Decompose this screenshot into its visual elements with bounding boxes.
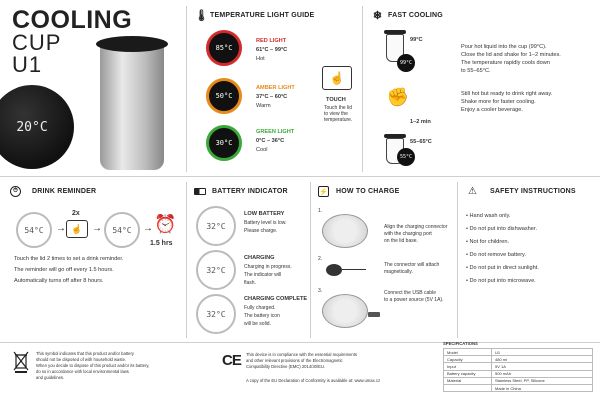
safety-title: SAFETY INSTRUCTIONS bbox=[490, 188, 576, 195]
fast-cooling-text-6: Shake more for faster cooling. bbox=[461, 99, 536, 105]
reminder-display-1: 54°C bbox=[16, 212, 52, 248]
touch-title: TOUCH bbox=[326, 97, 346, 103]
fast-cooling-text-3: The temperature rapidly cools down bbox=[461, 60, 550, 66]
charge-step-3-num: 3. bbox=[318, 288, 323, 294]
alarm-clock-icon: ⏰ bbox=[154, 214, 177, 234]
charge-step-2-text-1: The connector will attach bbox=[384, 262, 440, 268]
touch-desc-1: Touch the lid bbox=[324, 105, 353, 111]
thermometer-icon: 🌡 bbox=[194, 10, 209, 22]
reminder-text-3: Automatically turns off after 8 hours. bbox=[14, 278, 104, 284]
weee-text-3: When you decide to dispose of this product and/or its battery, bbox=[36, 363, 150, 368]
safety-item: • Do not remove battery. bbox=[466, 252, 526, 258]
safety-item: • Do not put in direct sunlight. bbox=[466, 265, 539, 271]
charging-label: CHARGING bbox=[244, 255, 275, 261]
touch-desc-2: to view the bbox=[324, 111, 348, 117]
green-light-range: 0°C – 36°C bbox=[256, 138, 285, 144]
spec-table bbox=[443, 348, 593, 392]
reminder-times: 2x bbox=[72, 210, 80, 217]
arrow-right-icon: → bbox=[143, 223, 153, 234]
arrow-right-icon: → bbox=[56, 223, 66, 234]
charged-desc-1: Fully charged. bbox=[244, 305, 276, 311]
amber-light-range: 37°C – 60°C bbox=[256, 94, 288, 100]
charge-step-2-text-2: magnetically. bbox=[384, 269, 413, 275]
green-light-label: GREEN LIGHT bbox=[256, 129, 295, 135]
table-row: Capacity 480 ml bbox=[444, 356, 593, 363]
reminder-text-2: The reminder will go off every 1.5 hours. bbox=[14, 267, 114, 273]
divider bbox=[0, 342, 600, 343]
cool-display: 55°C bbox=[397, 148, 415, 166]
safety-item: • Hand wash only. bbox=[466, 213, 511, 219]
hot-display: 99°C bbox=[397, 54, 415, 72]
safety-item: • Do not put into dishwasher. bbox=[466, 226, 537, 232]
ce-text-3: Compatibility Directive (EMC) 2014/30/EU. bbox=[246, 364, 326, 369]
charge-step-3-text-2: to a power source (5V 1A). bbox=[384, 297, 444, 303]
table-row: Made in China bbox=[444, 384, 593, 391]
charging-desc-3: flash. bbox=[244, 280, 256, 286]
charging-base-image bbox=[322, 214, 368, 248]
safety-item: • Not for children. bbox=[466, 239, 509, 245]
red-light-desc: Hot bbox=[256, 56, 265, 62]
divider bbox=[457, 182, 458, 338]
green-light-desc: Cool bbox=[256, 147, 268, 153]
amber-light-desc: Warm bbox=[256, 103, 271, 109]
warning-icon: ⚠ bbox=[468, 186, 477, 197]
ce-text-1: This device is in compliance with the essential requirements bbox=[246, 352, 358, 357]
clock-icon: ⏱ bbox=[10, 186, 21, 197]
brand-subtitle: CUP bbox=[12, 30, 62, 55]
lid-display bbox=[0, 85, 74, 169]
cup-image bbox=[100, 42, 164, 170]
brand-model: U1 bbox=[12, 52, 43, 77]
charging-desc-2: The indicator will bbox=[244, 272, 282, 278]
table-row: Model U1 bbox=[444, 349, 593, 356]
charge-step-3-text-1: Connect the USB cable bbox=[384, 290, 436, 296]
usb-plug-icon bbox=[368, 312, 380, 317]
charged-desc-2: The battery icon bbox=[244, 313, 280, 319]
lid-display-readout: 20°C bbox=[16, 119, 48, 135]
divider bbox=[0, 176, 600, 177]
table-row: Battery capacity 500 mAh bbox=[444, 370, 593, 377]
table-row: Input 5V 1A bbox=[444, 363, 593, 370]
reminder-text-1: Touch the lid 2 times to set a drink reminder. bbox=[14, 256, 124, 262]
amber-light-label: AMBER LIGHT bbox=[256, 85, 295, 91]
charge-step-1-num: 1. bbox=[318, 208, 323, 214]
divider bbox=[310, 182, 311, 338]
brand-title: COOLING bbox=[12, 6, 133, 34]
low-battery-desc-1: Battery level is low. bbox=[244, 220, 287, 226]
magnetic-connector-image bbox=[326, 264, 342, 276]
fast-cooling-text-2: Close the lid and shake for 1–2 minutes. bbox=[461, 52, 561, 58]
cool-temp: 55–65°C bbox=[410, 139, 432, 145]
reminder-duration: 1.5 hrs bbox=[150, 240, 173, 247]
weee-text-5: and guidelines. bbox=[36, 375, 65, 380]
fast-cooling-title: FAST COOLING bbox=[388, 12, 443, 19]
ce-mark: CE bbox=[222, 352, 241, 369]
divider bbox=[362, 6, 363, 172]
green-light-icon: 30°C bbox=[206, 125, 242, 161]
charge-step-1-text-3: on the lid base. bbox=[384, 238, 418, 244]
weee-text-4: do so in accordance with local environmental laws bbox=[36, 369, 129, 374]
touch-icon: ☝ bbox=[322, 66, 352, 90]
amber-light-icon: 50°C bbox=[206, 78, 242, 114]
touch-desc-3: temperature. bbox=[324, 117, 353, 123]
red-light-range: 61°C – 99°C bbox=[256, 47, 288, 53]
charge-step-2-num: 2. bbox=[318, 256, 323, 262]
red-light-icon: 85°C bbox=[206, 30, 242, 66]
low-battery-display: 32°C bbox=[196, 206, 236, 246]
fast-cooling-text-4: to 55–65°C. bbox=[461, 68, 491, 74]
reminder-display-2: 54°C bbox=[104, 212, 140, 248]
snowflake-icon: ❄ bbox=[372, 10, 383, 22]
charge-step-1-text-1: Align the charging connector bbox=[384, 224, 448, 230]
table-row: Material Stainless Steel, PP, Silicone bbox=[444, 377, 593, 384]
weee-text-2: should not be disposed of with household waste. bbox=[36, 357, 127, 362]
shake-hand-icon: ✊ bbox=[386, 87, 410, 107]
fast-cooling-text-7: Enjoy a cooler beverage. bbox=[461, 107, 523, 113]
drink-reminder-title: DRINK REMINDER bbox=[32, 188, 97, 195]
hot-temp: 99°C bbox=[410, 37, 423, 43]
temp-guide-title: TEMPERATURE LIGHT GUIDE bbox=[210, 12, 315, 19]
weee-bin-icon bbox=[12, 350, 30, 374]
fast-cooling-text-1: Pour hot liquid into the cup (99°C). bbox=[461, 44, 547, 50]
ce-text-4: A copy of the EU Declaration of Conformity is available at: www.umax.cz bbox=[246, 378, 381, 383]
charged-label: CHARGING COMPLETE bbox=[244, 296, 308, 302]
red-light-label: RED LIGHT bbox=[256, 38, 287, 44]
usb-cable-image bbox=[322, 294, 368, 328]
spec-title: SPECIFICATIONS bbox=[443, 341, 478, 346]
charged-display: 32°C bbox=[196, 294, 236, 334]
charge-title: HOW TO CHARGE bbox=[336, 188, 400, 195]
battery-title: BATTERY INDICATOR bbox=[212, 188, 288, 195]
plug-icon: ⚡ bbox=[318, 186, 329, 197]
arrow-right-icon: → bbox=[92, 223, 102, 234]
charged-desc-3: will be solid. bbox=[244, 321, 271, 327]
divider bbox=[186, 6, 187, 172]
safety-item: • Do not put into microwave. bbox=[466, 278, 536, 284]
low-battery-label: LOW BATTERY bbox=[244, 211, 285, 217]
divider bbox=[186, 182, 187, 338]
charging-display: 32°C bbox=[196, 250, 236, 290]
ce-text-2: and other relevant provisions of the Electromagnetic bbox=[246, 358, 343, 363]
battery-icon bbox=[194, 188, 206, 195]
charging-desc-1: Charging in progress. bbox=[244, 264, 292, 270]
cable-icon bbox=[342, 269, 366, 270]
low-battery-desc-2: Please charge. bbox=[244, 228, 278, 234]
shake-duration: 1–2 min bbox=[410, 119, 431, 125]
weee-text-1: This symbol indicates that this product and/or battery bbox=[36, 351, 134, 356]
touch-icon: ☝ bbox=[66, 220, 88, 238]
charge-step-1-text-2: with the charging port bbox=[384, 231, 432, 237]
fast-cooling-text-5: Still hot but ready to drink right away. bbox=[461, 91, 553, 97]
cup-lid bbox=[96, 36, 168, 52]
